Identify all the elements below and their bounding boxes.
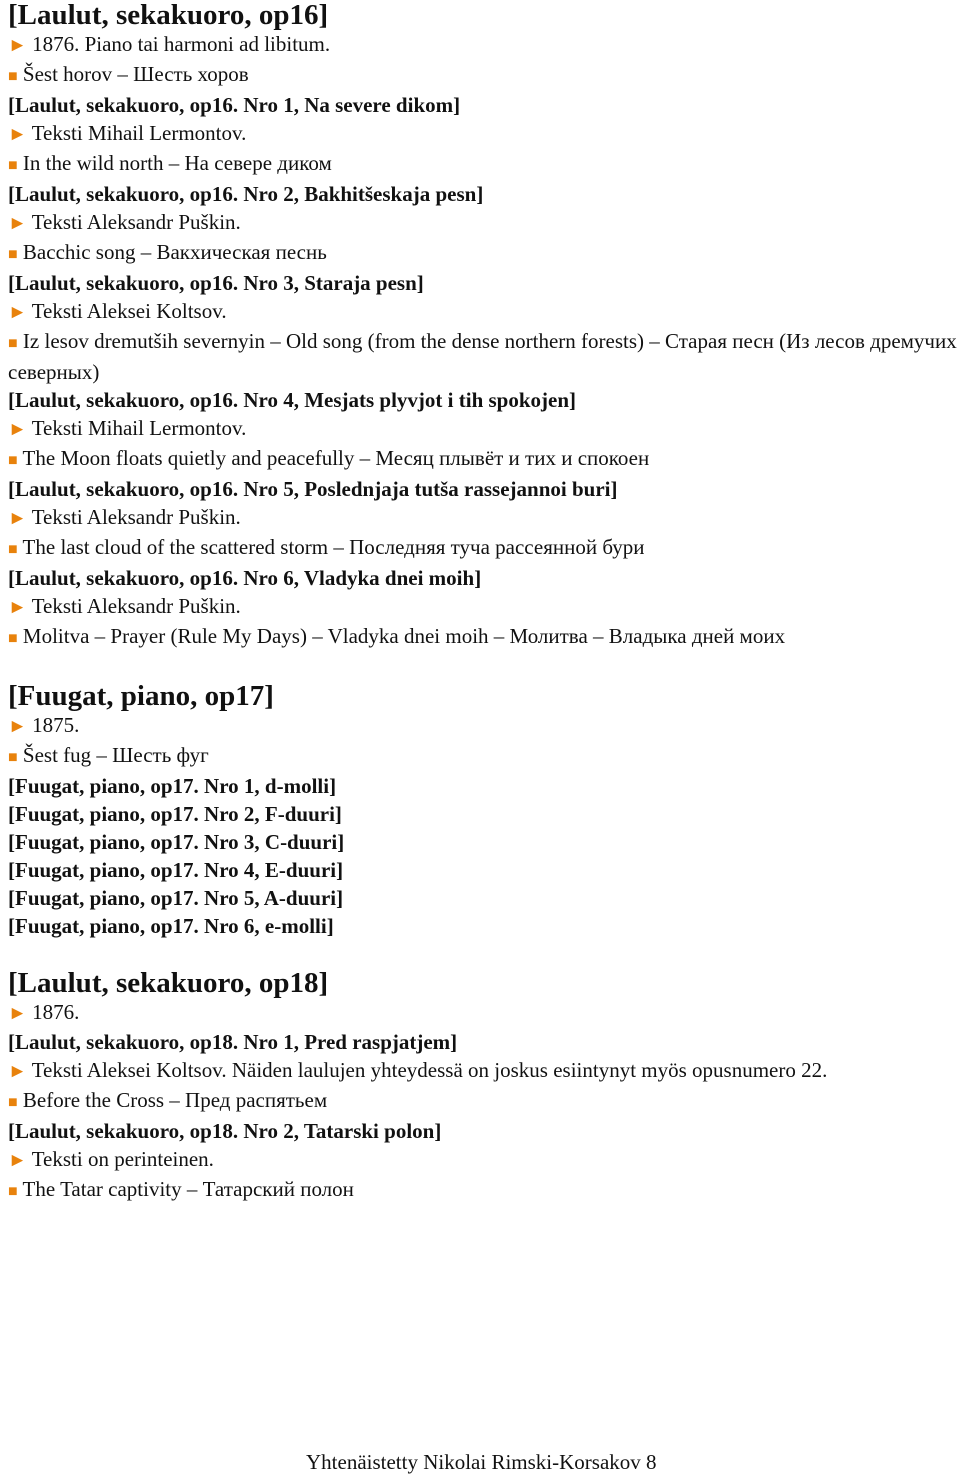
triangle-marker-icon: ► (8, 419, 27, 440)
line-text: [Fuugat, piano, op17. Nro 2, F-duuri] (8, 802, 342, 826)
line-text: Iz lesov dremutših severnyin – Old song (from the dense northern forests) – Старая песн (Из лесов дремучих северных) (8, 329, 957, 384)
line-text: Šest horov – Шесть хоров (22, 62, 249, 86)
line-text: [Fuugat, piano, op17. Nro 1, d-molli] (8, 774, 337, 798)
work-item-heading (8, 1117, 958, 1145)
work-item-heading (8, 386, 958, 414)
info-line (8, 30, 958, 60)
square-marker-icon: ■ (8, 335, 18, 352)
triangle-marker-icon: ► (8, 508, 27, 529)
line-text: Teksti Aleksandr Puškin. (31, 210, 241, 234)
square-marker-icon: ■ (8, 630, 18, 647)
square-marker-icon: ■ (8, 452, 18, 469)
work-item-heading (8, 800, 958, 828)
line-text: Teksti Mihail Lermontov. (31, 121, 247, 145)
line-text: [Laulut, sekakuoro, op16. Nro 4, Mesjats plyvjot i tih spokojen] (8, 388, 577, 412)
info-line (8, 1056, 958, 1086)
line-text: [Fuugat, piano, op17. Nro 3, C-duuri] (8, 830, 345, 854)
square-marker-icon: ■ (8, 541, 18, 558)
work-item-heading (8, 564, 958, 592)
info-line (8, 414, 958, 444)
line-text: 1876. (32, 1000, 80, 1024)
triangle-marker-icon: ► (8, 597, 27, 618)
line-text: Teksti on perinteinen. (31, 1147, 214, 1171)
triangle-marker-icon: ► (8, 716, 27, 737)
line-text: The last cloud of the scattered storm – Последняя туча рассеянной бури (22, 535, 645, 559)
title-line (8, 327, 958, 386)
triangle-marker-icon: ► (8, 1061, 27, 1082)
title-line (8, 533, 958, 564)
line-text: Teksti Aleksandr Puškin. (31, 505, 241, 529)
line-text: Teksti Aleksei Koltsov. Näiden laulujen yhteydessä on joskus esiintynyt myös opusnumero 22. (31, 1058, 828, 1082)
work-item-heading (8, 91, 958, 119)
info-line (8, 998, 958, 1028)
title-line (8, 1175, 958, 1206)
section-heading: [Fuugat, piano, op17] (8, 680, 274, 712)
section-heading: [Laulut, sekakuoro, op16] (8, 0, 329, 31)
info-line (8, 208, 958, 238)
work-item-heading (8, 269, 958, 297)
document-body (8, 0, 958, 1206)
work-item-heading (8, 772, 958, 800)
triangle-marker-icon: ► (8, 1003, 27, 1024)
line-text: [Laulut, sekakuoro, op16. Nro 5, Poslednjaja tutša rassejannoi buri] (8, 477, 618, 501)
triangle-marker-icon: ► (8, 35, 27, 56)
info-line (8, 592, 958, 622)
line-text: 1876. Piano tai harmoni ad libitum. (32, 32, 331, 56)
line-text: Teksti Aleksandr Puškin. (31, 594, 241, 618)
triangle-marker-icon: ► (8, 124, 27, 145)
line-text: [Laulut, sekakuoro, op18. Nro 2, Tatarski polon] (8, 1119, 442, 1143)
line-text: [Fuugat, piano, op17. Nro 5, A-duuri] (8, 886, 344, 910)
line-text: [Laulut, sekakuoro, op18. Nro 1, Pred raspjatjem] (8, 1030, 458, 1054)
line-text: Teksti Mihail Lermontov. (31, 416, 247, 440)
work-item-heading (8, 912, 958, 940)
title-line (8, 444, 958, 475)
info-line (8, 1145, 958, 1175)
line-text: The Moon floats quietly and peacefully – Месяц плывёт и тих и спокоен (22, 446, 650, 470)
page-number: 8 (646, 1450, 657, 1474)
square-marker-icon: ■ (8, 68, 18, 85)
triangle-marker-icon: ► (8, 1150, 27, 1171)
line-text: [Laulut, sekakuoro, op16. Nro 1, Na severe dikom] (8, 93, 461, 117)
square-marker-icon: ■ (8, 1094, 18, 1111)
line-text: [Laulut, sekakuoro, op16. Nro 6, Vladyka dnei moih] (8, 566, 482, 590)
info-line (8, 119, 958, 149)
work-item-heading (8, 884, 958, 912)
title-line (8, 238, 958, 269)
line-text: In the wild north – На севере диком (22, 151, 332, 175)
work-item-heading (8, 180, 958, 208)
section-heading: [Laulut, sekakuoro, op18] (8, 967, 329, 999)
info-line (8, 297, 958, 327)
square-marker-icon: ■ (8, 1183, 18, 1200)
square-marker-icon: ■ (8, 749, 18, 766)
line-text: Before the Cross – Пред распятьем (22, 1088, 328, 1112)
line-text: [Fuugat, piano, op17. Nro 6, e-molli] (8, 914, 334, 938)
title-line (8, 1086, 958, 1117)
title-line (8, 149, 958, 180)
info-line (8, 711, 958, 741)
triangle-marker-icon: ► (8, 213, 27, 234)
line-text: Teksti Aleksei Koltsov. (31, 299, 227, 323)
line-text: Bacchic song – Вакхическая песнь (22, 240, 327, 264)
work-item-heading (8, 475, 958, 503)
work-item-heading (8, 856, 958, 884)
footer-text: Yhtenäistetty Nikolai Rimski-Korsakov (306, 1450, 641, 1474)
square-marker-icon: ■ (8, 246, 18, 263)
line-text: The Tatar captivity – Татарский полон (22, 1177, 354, 1201)
line-text: [Laulut, sekakuoro, op16. Nro 3, Staraja pesn] (8, 271, 424, 295)
line-text: Molitva – Prayer (Rule My Days) – Vladyka dnei moih – Молитва – Владыка дней моих (22, 624, 786, 648)
title-line (8, 741, 958, 772)
triangle-marker-icon: ► (8, 302, 27, 323)
line-text: Šest fug – Шесть фуг (22, 743, 209, 767)
square-marker-icon: ■ (8, 157, 18, 174)
line-text: 1875. (32, 713, 80, 737)
work-item-heading (8, 1028, 958, 1056)
line-text: [Fuugat, piano, op17. Nro 4, E-duuri] (8, 858, 344, 882)
line-text: [Laulut, sekakuoro, op16. Nro 2, Bakhitšeskaja pesn] (8, 182, 484, 206)
info-line (8, 503, 958, 533)
work-item-heading (8, 828, 958, 856)
title-line (8, 622, 958, 653)
title-line (8, 60, 958, 91)
